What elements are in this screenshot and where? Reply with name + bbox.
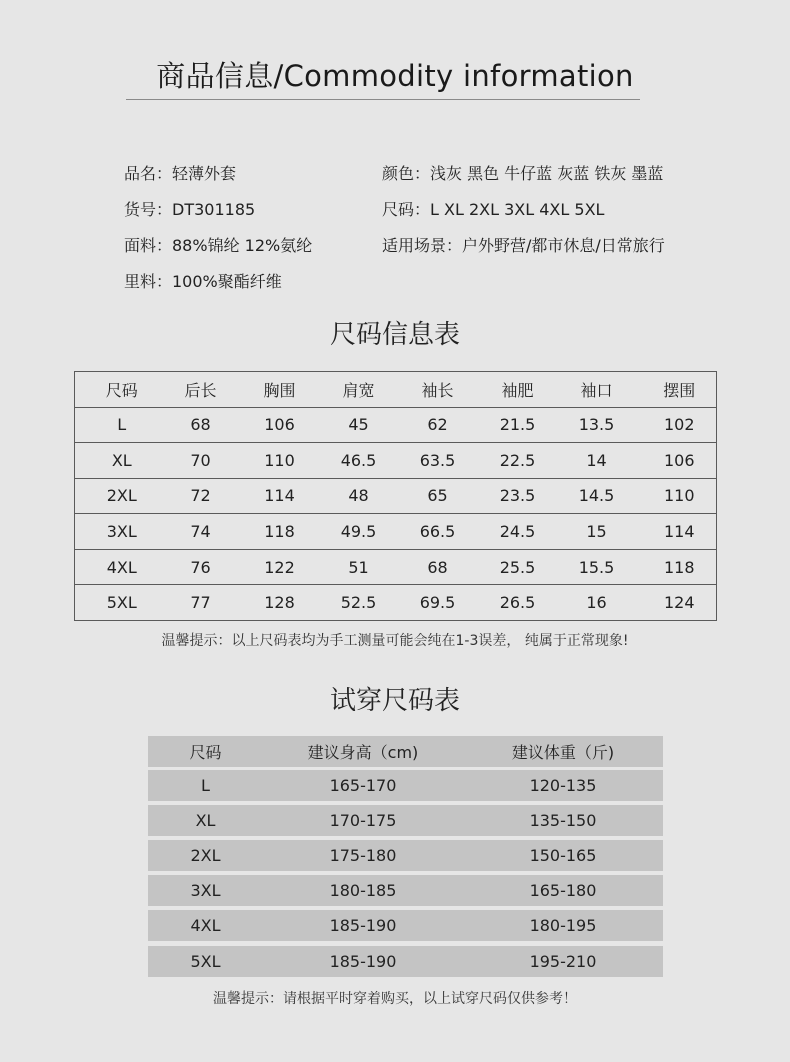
- table-cell: 26.5: [485, 585, 551, 621]
- table-cell: 102: [643, 407, 717, 443]
- table-cell: 48: [327, 478, 391, 514]
- header-cell: 袖肥: [485, 372, 551, 408]
- table-row: [148, 875, 663, 906]
- size-table-header: [75, 372, 717, 408]
- header-cell: 后长: [169, 372, 233, 408]
- table-cell: 14: [551, 443, 643, 479]
- table-cell: 46.5: [327, 443, 391, 479]
- table-row: [75, 549, 717, 585]
- table-cell: 5XL: [75, 585, 169, 621]
- title-divider: [126, 99, 640, 100]
- table-cell: 122: [233, 549, 327, 585]
- header-cell: 摆围: [643, 372, 717, 408]
- table-cell: 185-190: [329, 952, 397, 971]
- header-cell: 肩宽: [327, 372, 391, 408]
- table-cell: 150-165: [529, 846, 597, 865]
- table-cell: XL: [75, 443, 169, 479]
- table-cell: 70: [169, 443, 233, 479]
- table-cell: 118: [233, 514, 327, 550]
- table-cell: 21.5: [485, 407, 551, 443]
- product-sizes: 尺码：L XL 2XL 3XL 4XL 5XL: [382, 200, 605, 219]
- header-cell: 袖长: [391, 372, 485, 408]
- table-row: [148, 946, 663, 977]
- table-cell: 77: [169, 585, 233, 621]
- table-cell: 23.5: [485, 478, 551, 514]
- table-cell: 180-195: [529, 916, 597, 935]
- product-scene: 适用场景：户外野营/都市休息/日常旅行: [382, 236, 665, 255]
- table-cell: 175-180: [329, 846, 397, 865]
- table-cell: 68: [169, 407, 233, 443]
- table-cell: 110: [643, 478, 717, 514]
- size-table: [74, 371, 717, 621]
- product-sku: 货号：DT301185: [124, 200, 256, 219]
- table-cell: 66.5: [391, 514, 485, 550]
- table-cell: 3XL: [190, 881, 221, 900]
- table-cell: 65: [391, 478, 485, 514]
- table-cell: 5XL: [190, 952, 221, 971]
- page-title: 商品信息/Commodity information: [156, 59, 634, 93]
- table-cell: 14.5: [551, 478, 643, 514]
- table-cell: 16: [551, 585, 643, 621]
- table-row: [75, 514, 717, 550]
- table-row: [75, 407, 717, 443]
- table-row: [148, 805, 663, 836]
- table-cell: 106: [233, 407, 327, 443]
- table-cell: 110: [233, 443, 327, 479]
- table-row: [148, 770, 663, 801]
- table-cell: 170-175: [329, 811, 397, 830]
- table-cell: 62: [391, 407, 485, 443]
- table-cell: 106: [643, 443, 717, 479]
- table-cell: 3XL: [75, 514, 169, 550]
- header-cell: 胸围: [233, 372, 327, 408]
- table-cell: 135-150: [529, 811, 597, 830]
- table-cell: 13.5: [551, 407, 643, 443]
- table-cell: L: [75, 407, 169, 443]
- table-cell: 74: [169, 514, 233, 550]
- table-cell: 25.5: [485, 549, 551, 585]
- product-fabric: 面料：88%锦纶 12%氨纶: [124, 236, 313, 255]
- table-cell: XL: [195, 811, 216, 830]
- table-row: [148, 910, 663, 941]
- table-cell: 165-180: [529, 881, 597, 900]
- size-table-title: 尺码信息表: [329, 320, 460, 350]
- table-cell: 195-210: [529, 952, 597, 971]
- product-name: 品名：轻薄外套: [124, 164, 237, 183]
- table-cell: 52.5: [327, 585, 391, 621]
- product-lining: 里料：100%聚酯纤维: [124, 272, 282, 291]
- table-cell: 15: [551, 514, 643, 550]
- table-cell: 72: [169, 478, 233, 514]
- table-cell: 120-135: [529, 776, 597, 795]
- header-cell: 建议身高（cm): [307, 743, 419, 762]
- table-cell: 118: [643, 549, 717, 585]
- table-cell: 45: [327, 407, 391, 443]
- table-cell: 69.5: [391, 585, 485, 621]
- table-cell: 4XL: [75, 549, 169, 585]
- fit-table-note: 温馨提示：请根据平时穿着购买，以上试穿尺码仅供参考！: [213, 991, 577, 1007]
- header-cell: 袖口: [551, 372, 643, 408]
- table-row: [148, 840, 663, 871]
- table-cell: 124: [643, 585, 717, 621]
- table-cell: 63.5: [391, 443, 485, 479]
- table-cell: 15.5: [551, 549, 643, 585]
- table-cell: 22.5: [485, 443, 551, 479]
- header-cell: 尺码: [75, 372, 169, 408]
- table-cell: 165-170: [329, 776, 397, 795]
- table-cell: 114: [233, 478, 327, 514]
- size-table-note: 温馨提示：以上尺码表均为手工测量可能会纯在1-3误差， 纯属于正常现象!: [161, 633, 629, 649]
- header-cell: 尺码: [189, 743, 222, 762]
- table-cell: 128: [233, 585, 327, 621]
- table-row: [75, 585, 717, 621]
- table-cell: 24.5: [485, 514, 551, 550]
- table-cell: 2XL: [190, 846, 221, 865]
- header-cell: 建议体重（斤): [511, 743, 615, 762]
- table-cell: 68: [391, 549, 485, 585]
- table-cell: 185-190: [329, 916, 397, 935]
- table-cell: L: [201, 776, 210, 795]
- fit-table-title: 试穿尺码表: [329, 686, 460, 716]
- table-cell: 76: [169, 549, 233, 585]
- table-cell: 2XL: [75, 478, 169, 514]
- table-row: [75, 478, 717, 514]
- product-colors: 颜色：浅灰 黑色 牛仔蓝 灰蓝 铁灰 墨蓝: [382, 164, 664, 183]
- table-cell: 4XL: [190, 916, 221, 935]
- table-cell: 180-185: [329, 881, 397, 900]
- table-row: [75, 443, 717, 479]
- table-cell: 49.5: [327, 514, 391, 550]
- table-cell: 51: [327, 549, 391, 585]
- fit-table-header: [148, 736, 663, 767]
- table-cell: 114: [643, 514, 717, 550]
